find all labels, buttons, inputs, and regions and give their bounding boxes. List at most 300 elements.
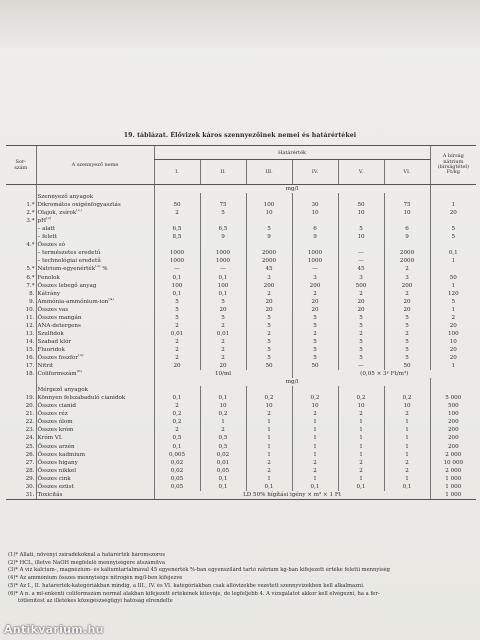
limit-value: 50 — [154, 201, 200, 209]
table-row — [6, 370, 476, 378]
row-number: 27. — [25, 459, 35, 466]
limit-value: 1 — [338, 443, 384, 451]
limit-value: 75 — [200, 201, 246, 209]
limit-value: 5 — [384, 346, 430, 354]
limit-value: 5 — [338, 314, 384, 322]
limit-value: 1 — [338, 418, 384, 426]
limit-value: 1 — [338, 426, 384, 434]
row-name-text: Króm VI. — [37, 435, 63, 442]
limit-value: 0,05 — [154, 475, 200, 483]
row-name-text: Összes cianid — [37, 403, 76, 410]
limit-value: 1 — [292, 418, 338, 426]
row-name — [36, 298, 154, 306]
limit-value: 5 — [246, 314, 292, 322]
row-number: 5.* — [26, 266, 35, 273]
row-name-text: – felett — [37, 234, 58, 241]
fine-value: 5 — [430, 298, 476, 306]
limit-value: 50 — [246, 362, 292, 370]
limit-value: 10 — [338, 209, 384, 217]
limit-value: 5 — [338, 338, 384, 346]
table-row — [6, 193, 476, 201]
table-row — [6, 475, 476, 483]
fine-value: 20 — [430, 354, 476, 362]
row-name-text: Fluoridok — [37, 346, 65, 353]
limit-value: 75 — [384, 201, 430, 209]
row-name-text: Olajok, zsírok — [37, 210, 77, 217]
limit-value: 1 — [246, 426, 292, 434]
limit-value: 1 — [292, 434, 338, 442]
row-name — [36, 410, 154, 418]
section-heading: Mérgező anyagok — [36, 386, 154, 394]
row-name-text: Könnyen felszabaduló cianidok — [37, 395, 126, 402]
limit-value: 2 — [246, 330, 292, 338]
row-number: 10. — [25, 306, 35, 313]
limit-value: 2000 — [384, 257, 430, 265]
limit-value: 20 — [338, 306, 384, 314]
row-number: 11. — [25, 314, 35, 321]
limit-value: 2 — [246, 410, 292, 418]
limit-value: 0,1 — [246, 483, 292, 491]
table-row — [6, 209, 476, 217]
limit-value: 5 — [246, 322, 292, 330]
row-name — [36, 483, 154, 491]
limit-value: 0,2 — [292, 394, 338, 402]
fine-value: 200 — [430, 426, 476, 434]
limit-value: 1 — [384, 443, 430, 451]
limit-value: 5 — [200, 209, 246, 217]
limit-value: 1 — [246, 443, 292, 451]
limit-value: 5 — [154, 306, 200, 314]
limit-value: 2 — [154, 402, 200, 410]
table-row — [6, 314, 476, 322]
limit-value: 2000 — [246, 249, 292, 257]
table-row — [6, 185, 476, 194]
unit-label: mg/l — [154, 185, 430, 194]
limit-value: 0,5 — [200, 434, 246, 442]
fine-value: 2 000 — [430, 451, 476, 459]
limit-value — [200, 217, 246, 225]
row-name — [36, 233, 154, 241]
value-cell — [246, 193, 292, 201]
fine-value: 1 000 — [430, 475, 476, 483]
footnote-mark: (2)* — [8, 559, 18, 566]
table-row — [6, 330, 476, 338]
table-row — [6, 459, 476, 467]
limit-value: 1 — [292, 475, 338, 483]
row-number: 6.* — [26, 274, 35, 281]
limit-value: 20 — [246, 298, 292, 306]
limit-value: 10 — [384, 402, 430, 410]
limit-value: 5 — [154, 314, 200, 322]
footnote-ref: (3) — [95, 265, 101, 269]
row-name-text: Kátrány — [37, 290, 61, 297]
fine-value: 2 — [430, 314, 476, 322]
row-name — [36, 443, 154, 451]
limit-value: 1000 — [200, 257, 246, 265]
limit-value: 10 — [292, 402, 338, 410]
limit-value: 10 — [246, 402, 292, 410]
fine-cell — [430, 378, 476, 386]
limit-value: 0,1 — [200, 290, 246, 298]
row-name — [36, 418, 154, 426]
limit-value: 1000 — [292, 249, 338, 257]
limit-value: 5 — [154, 298, 200, 306]
footnotes — [8, 552, 474, 606]
limit-value: 0,2 — [246, 394, 292, 402]
row-number: 22. — [25, 419, 35, 426]
limit-value: 5 — [292, 322, 338, 330]
limit-value: 5 — [246, 354, 292, 362]
limit-value: 0,005 — [154, 451, 200, 459]
limit-value: 1 — [384, 434, 430, 442]
row-number: 8. — [29, 290, 35, 297]
fine-value: 100 — [430, 410, 476, 418]
row-name — [36, 225, 154, 233]
row-name — [36, 354, 154, 362]
fine-value: 1 — [430, 201, 476, 209]
value-cell — [292, 193, 338, 201]
table-row — [6, 233, 476, 241]
limit-value: 0,05 — [200, 467, 246, 475]
limit-value: 0,02 — [154, 459, 200, 467]
footnote — [8, 591, 474, 599]
limit-value: 3 — [292, 274, 338, 282]
limit-value: 0,1 — [200, 274, 246, 282]
limit-value: 5 — [292, 314, 338, 322]
limit-value: 2 — [384, 290, 430, 298]
table-row — [6, 249, 476, 257]
limit-value: 10 — [338, 233, 384, 241]
row-name-text: Összes lebegő anyag — [37, 282, 97, 289]
limit-value: 5 — [384, 354, 430, 362]
row-name — [36, 290, 154, 298]
footnote — [8, 583, 474, 591]
limit-value: 0,5 — [154, 434, 200, 442]
fine-value: 20 — [430, 322, 476, 330]
row-name — [36, 459, 154, 467]
fine-value: 5 — [430, 233, 476, 241]
limit-value: 0,5 — [200, 443, 246, 451]
row-name — [36, 209, 154, 217]
row-name-text: Nátrium-egyenérték — [37, 266, 96, 273]
limit-value: 0,2 — [200, 410, 246, 418]
footnote-mark: (5)* — [8, 582, 18, 589]
limit-value — [246, 241, 292, 249]
limit-value: 0,01 — [200, 459, 246, 467]
limit-value: 1 — [338, 434, 384, 442]
row-number: 30. — [25, 483, 35, 490]
limit-value — [200, 241, 246, 249]
table-row — [6, 426, 476, 434]
limit-value: 45 — [338, 265, 384, 273]
row-name-text: Ammónia-ammónium-ion — [37, 298, 109, 305]
limit-value: 1 — [292, 443, 338, 451]
row-number: 24. — [25, 435, 35, 442]
limit-value: 2 — [338, 467, 384, 475]
row-number: 29. — [25, 475, 35, 482]
limit-value: 20 — [154, 362, 200, 370]
limit-value: 6,5 — [200, 225, 246, 233]
table-title: 19. táblázat. Élővizek káros szennyezőinek nemei és határértékei — [123, 132, 357, 139]
limit-value: 10 — [200, 402, 246, 410]
row-name-text: – alatt — [37, 226, 56, 233]
row-number: 1.* — [26, 202, 35, 209]
footnote-mark: (3)* — [8, 567, 18, 574]
row-number: 15. — [25, 346, 35, 353]
table-row — [6, 402, 476, 410]
col-header-category: I. — [154, 160, 200, 185]
limit-value: 8,5 — [154, 233, 200, 241]
value-cell — [246, 386, 292, 394]
row-name-text: Toxicitás — [37, 491, 63, 498]
limit-value: 2 — [384, 459, 430, 467]
limit-value: 0,1 — [154, 443, 200, 451]
row-number: 26. — [25, 451, 35, 458]
limit-value: 6,5 — [154, 225, 200, 233]
value-cell — [292, 386, 338, 394]
footnote-ref: (2) — [45, 217, 52, 221]
row-name — [36, 322, 154, 330]
limit-value: 2 — [246, 459, 292, 467]
fine-value — [430, 241, 476, 249]
table-row — [6, 225, 476, 233]
limit-value: 0,01 — [154, 330, 200, 338]
limit-value: 500 — [338, 282, 384, 290]
fine-value: 1 000 — [430, 483, 476, 491]
row-name — [36, 330, 154, 338]
limit-value: 9 — [200, 233, 246, 241]
row-number: 14. — [25, 338, 35, 345]
footnote-text: Az ammónium összes mennyisége nitrogén mg/l-ben kifejezve — [19, 575, 183, 582]
limit-value: 6 — [384, 225, 430, 233]
row-name — [36, 201, 154, 209]
table-row — [6, 386, 476, 394]
col-header-name: A szennyező neme — [36, 146, 154, 185]
table-row — [6, 265, 476, 273]
limit-value: 5 — [200, 298, 246, 306]
row-name-text: – technológiai eredetű — [37, 258, 101, 265]
limit-value: — — [338, 257, 384, 265]
row-name-text: Fenolok — [37, 274, 60, 281]
limit-value: 1 — [246, 475, 292, 483]
table-row — [6, 451, 476, 459]
footnote-text: A víz kalcium-, magnézium- és káliumtartalmával 45 egyenérték %-ban egyenszilárd tartó nátrium kg-ban kifejezett értéke feletti mennyiség — [19, 567, 390, 574]
row-name-text: Szulfidok — [37, 330, 64, 337]
fine-value: 120 — [430, 290, 476, 298]
col-header-category: V. — [338, 160, 384, 185]
limit-value: 0,1 — [200, 475, 246, 483]
limit-value — [154, 217, 200, 225]
value-cell — [200, 193, 246, 201]
limit-value: 5 — [200, 314, 246, 322]
table-row — [6, 217, 476, 225]
row-name-text: Összes vas — [37, 306, 69, 313]
row-name-text: Összes króm — [37, 427, 74, 434]
table-row — [6, 378, 476, 386]
table-row — [6, 491, 476, 500]
row-name — [36, 257, 154, 265]
footnote-mark: (4)* — [8, 575, 18, 582]
row-name — [36, 475, 154, 483]
limit-value: 2 — [200, 426, 246, 434]
limit-value: 2 — [384, 265, 430, 273]
limit-value: 2 — [338, 290, 384, 298]
fine-value: 10 000 — [430, 459, 476, 467]
fine-value: 5 — [430, 225, 476, 233]
row-name — [36, 434, 154, 442]
table-row — [6, 290, 476, 298]
row-no-cell — [6, 378, 36, 386]
limit-value: 2 — [292, 467, 338, 475]
row-number — [6, 225, 36, 233]
fine-value: 20 — [430, 209, 476, 217]
table-row — [6, 322, 476, 330]
footnote-mark: (6)* — [8, 590, 18, 597]
table-row — [6, 306, 476, 314]
fine-value — [430, 217, 476, 225]
limit-value: 20 — [246, 306, 292, 314]
row-name-text: Összes cink — [37, 475, 71, 482]
limit-value: 20 — [200, 306, 246, 314]
fine-value: 100 — [430, 330, 476, 338]
limit-value: 2 — [200, 346, 246, 354]
limit-value: 20 — [384, 306, 430, 314]
row-number: 17. — [25, 363, 35, 370]
limit-value: 0,1 — [154, 394, 200, 402]
col-header-limits: Határérték — [154, 146, 430, 160]
limit-value: 0,02 — [154, 467, 200, 475]
limit-value: 5 — [292, 346, 338, 354]
footnote-ref: (6) — [76, 370, 82, 374]
fine-value: 1 — [430, 257, 476, 265]
limit-value: 5 — [338, 225, 384, 233]
scan-shadow — [0, 0, 480, 48]
row-name-text: Összes ezüst — [37, 483, 74, 490]
limit-value: 1 — [292, 451, 338, 459]
limit-value: 0,2 — [384, 394, 430, 402]
limit-value: 1 — [384, 426, 430, 434]
row-number: 2.* — [26, 210, 35, 217]
limit-value: 50 — [384, 362, 430, 370]
row-name — [36, 265, 154, 273]
row-name-text: Szabad klór — [37, 338, 72, 345]
row-number: 20. — [25, 403, 35, 410]
limit-value: 2 — [200, 354, 246, 362]
row-name-suffix: % — [100, 266, 108, 273]
footnote-ref: (1) — [76, 209, 82, 213]
limit-value: 20 — [200, 362, 246, 370]
limit-value — [292, 241, 338, 249]
limit-value: 10 — [246, 209, 292, 217]
footnote-text: Állati, növényi zsiradékoknál a határérték háromszoros — [19, 552, 166, 558]
row-name — [36, 241, 154, 249]
footnote — [8, 560, 474, 568]
limit-value: 100 — [154, 282, 200, 290]
col-header-category: II. — [200, 160, 246, 185]
row-name-text: Összes só — [37, 242, 65, 249]
limit-value: 9 — [384, 233, 430, 241]
row-name-text: – természetes eredetű — [37, 250, 101, 257]
limit-value: 2000 — [384, 249, 430, 257]
limit-value: — — [338, 249, 384, 257]
table-row — [6, 346, 476, 354]
row-number: 23. — [25, 427, 35, 434]
footnote — [8, 575, 474, 583]
table-row — [6, 443, 476, 451]
limit-value: 20 — [292, 298, 338, 306]
unit-label: mg/l — [154, 378, 430, 386]
row-name — [36, 394, 154, 402]
footnote-mark: (1)* — [8, 552, 18, 558]
limit-value: 2 — [292, 410, 338, 418]
row-name — [36, 306, 154, 314]
row-name — [36, 274, 154, 282]
limit-value: 20 — [384, 298, 430, 306]
limit-value: — — [154, 265, 200, 273]
table-row — [6, 298, 476, 306]
limit-value: 30 — [292, 201, 338, 209]
limit-value: 5 — [384, 338, 430, 346]
row-no-cell — [6, 386, 36, 394]
table-row — [6, 241, 476, 249]
limit-value: 2000 — [246, 257, 292, 265]
footnote — [8, 567, 474, 575]
limit-value: 1 — [384, 475, 430, 483]
table-row — [6, 257, 476, 265]
fine-value: 1 000 — [430, 491, 476, 500]
table-row — [6, 418, 476, 426]
limit-value: 1000 — [292, 257, 338, 265]
row-number: 12. — [25, 322, 35, 329]
limit-value: 2 — [292, 290, 338, 298]
row-name — [36, 314, 154, 322]
limit-value: — — [292, 265, 338, 273]
row-name-text: Dikromátos oxigénfogyasztás — [37, 202, 121, 209]
row-name — [36, 491, 154, 500]
limit-value: 0,2 — [338, 394, 384, 402]
row-name-text: Összes ólom — [37, 419, 73, 426]
limit-value: 10 — [338, 402, 384, 410]
limit-value: 100 — [200, 282, 246, 290]
row-name-text: Összes mangán — [37, 314, 82, 321]
row-number: 31. — [6, 491, 36, 500]
limit-value: 2 — [384, 467, 430, 475]
row-name-text: Összes nikkel — [37, 467, 77, 474]
limit-value: 2 — [200, 338, 246, 346]
row-name-text: Coliformszám — [37, 371, 77, 378]
limit-value: 2 — [338, 459, 384, 467]
value-cell — [384, 386, 430, 394]
limit-value: 0,02 — [200, 451, 246, 459]
row-name-cell — [36, 378, 154, 386]
fine-value: 50 — [430, 274, 476, 282]
fine-value: 1 — [430, 306, 476, 314]
limit-value: 5 — [338, 354, 384, 362]
table-row — [6, 274, 476, 282]
row-name-text: pH — [37, 218, 46, 225]
row-number: 21. — [25, 411, 35, 418]
table-row — [6, 467, 476, 475]
limit-value: 2 — [292, 459, 338, 467]
limit-value: 45 — [246, 265, 292, 273]
col-header-category: VI. — [384, 160, 430, 185]
limit-value: 2 — [154, 209, 200, 217]
row-name-text: ANA-detergens — [37, 322, 81, 329]
fine-value: 5 000 — [430, 394, 476, 402]
limit-value: 200 — [292, 282, 338, 290]
limit-value: 3 — [246, 274, 292, 282]
fine-value — [430, 265, 476, 273]
